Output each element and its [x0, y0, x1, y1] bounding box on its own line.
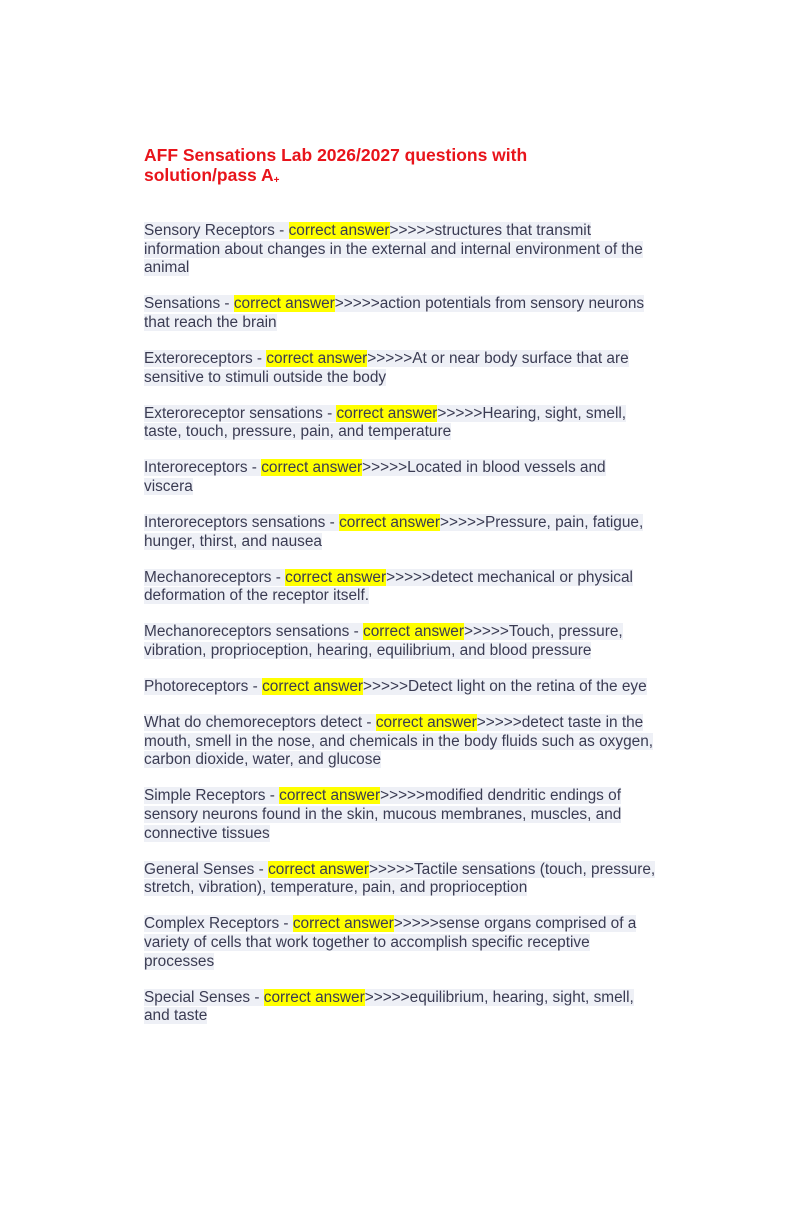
- qa-item: [144, 861, 656, 898]
- qa-item: [144, 678, 656, 697]
- correct-answer-highlight: correct answer: [263, 988, 365, 1006]
- qa-item: [144, 295, 656, 332]
- qa-arrow: >>>>>: [386, 568, 432, 586]
- correct-answer-highlight: correct answer: [261, 459, 363, 477]
- qa-line: [144, 514, 643, 550]
- qa-item: [144, 787, 656, 843]
- qa-line: [144, 861, 655, 897]
- qa-term: What do chemoreceptors detect: [144, 714, 363, 732]
- qa-term: Interoreceptors sensations: [144, 514, 326, 532]
- qa-separator: -: [254, 860, 269, 878]
- qa-arrow: >>>>>: [437, 404, 483, 422]
- qa-item: [144, 222, 656, 278]
- qa-line: [144, 405, 626, 441]
- qa-arrow: >>>>>: [476, 714, 522, 732]
- qa-arrow: >>>>>: [380, 787, 426, 805]
- qa-item: [144, 623, 656, 660]
- correct-answer-highlight: correct answer: [336, 404, 438, 422]
- qa-separator: -: [362, 714, 376, 732]
- qa-line: [144, 678, 647, 695]
- qa-item: [144, 714, 656, 770]
- qa-item: [144, 405, 656, 442]
- correct-answer-highlight: correct answer: [233, 295, 335, 313]
- qa-term: Exteroreceptors: [144, 349, 253, 367]
- qa-separator: -: [247, 459, 262, 477]
- qa-line: [144, 915, 636, 969]
- qa-answer: Pressure, pain, fatigue, hunger, thirst, and nausea: [144, 514, 644, 550]
- qa-item: [144, 514, 656, 551]
- correct-answer-highlight: correct answer: [262, 678, 364, 696]
- qa-separator: -: [349, 623, 364, 641]
- qa-separator: -: [220, 295, 234, 313]
- qa-answer: detect taste in the mouth, smell in the nose, and chemicals in the body fluids such as oxygen, carbon dioxide, water, and glucose: [144, 714, 654, 769]
- qa-answer: sense organs comprised of a variety of cells that work together to accomplish specific receptive processes: [144, 915, 637, 970]
- qa-term: Interoreceptors: [144, 459, 248, 477]
- page-title: [144, 145, 614, 191]
- page-title-subscript: +: [273, 175, 280, 186]
- qa-line: [144, 714, 653, 768]
- qa-term: Sensations: [144, 295, 221, 313]
- qa-arrow: >>>>>: [440, 514, 485, 532]
- qa-arrow: >>>>>: [389, 222, 435, 239]
- correct-answer-highlight: correct answer: [266, 349, 368, 367]
- qa-separator: -: [252, 349, 267, 367]
- qa-answer: Located in blood vessels and viscera: [144, 459, 606, 495]
- qa-line: [144, 569, 633, 605]
- correct-answer-highlight: correct answer: [363, 623, 464, 641]
- qa-separator: -: [250, 988, 264, 1006]
- qa-line: [144, 623, 623, 659]
- correct-answer-highlight: correct answer: [279, 787, 381, 805]
- correct-answer-highlight: correct answer: [288, 222, 390, 239]
- qa-arrow: >>>>>: [367, 349, 413, 367]
- qa-arrow: >>>>>: [362, 459, 408, 477]
- qa-item: [144, 989, 656, 1026]
- qa-term: Mechanoreceptors sensations: [144, 623, 350, 641]
- qa-answer: Hearing, sight, smell, taste, touch, pressure, pain, and temperature: [144, 404, 627, 441]
- qa-term: Special Senses: [144, 988, 251, 1006]
- correct-answer-highlight: correct answer: [268, 860, 369, 878]
- qa-item: [144, 915, 656, 971]
- qa-arrow: >>>>>: [364, 988, 410, 1006]
- qa-line: [144, 787, 621, 841]
- qa-line: [144, 350, 629, 386]
- qa-item: [144, 350, 656, 387]
- qa-line: [144, 459, 606, 495]
- qa-term: Photoreceptors: [144, 678, 249, 696]
- qa-answer: Detect light on the retina of the eye: [407, 678, 647, 696]
- qa-answer: equilibrium, hearing, sight, smell, and taste: [144, 988, 634, 1025]
- qa-term: General Senses: [144, 860, 255, 878]
- qa-answer: modified dendritic endings of sensory neurons found in the skin, mucous membranes, muscles, and connective tissues: [144, 787, 622, 842]
- qa-answer: Tactile sensations (touch, pressure, stretch, vibration), temperature, pain, and proprioception: [144, 860, 656, 897]
- qa-separator: -: [322, 404, 337, 422]
- qa-line: [144, 295, 644, 331]
- correct-answer-highlight: correct answer: [339, 514, 440, 532]
- qa-answer: At or near body surface that are sensitive to stimuli outside the body: [144, 349, 629, 386]
- qa-arrow: >>>>>: [369, 860, 414, 878]
- qa-arrow: >>>>>: [363, 678, 408, 696]
- qa-separator: -: [279, 915, 293, 933]
- qa-line: [144, 989, 634, 1025]
- qa-term: Complex Receptors: [144, 915, 280, 933]
- qa-item: [144, 569, 656, 606]
- qa-answer: structures that transmit information about changes in the external and internal environment of the animal: [144, 222, 643, 277]
- qa-term: Sensory Receptors: [144, 222, 275, 239]
- qa-separator: -: [265, 787, 280, 805]
- qa-term: Mechanoreceptors: [144, 568, 272, 586]
- page-title-text: AFF Sensations Lab 2026/2027 questions with solution/pass A: [144, 145, 528, 185]
- correct-answer-highlight: correct answer: [292, 915, 394, 933]
- qa-answer: Touch, pressure, vibration, proprioception, hearing, equilibrium, and blood pressure: [144, 623, 623, 659]
- qa-separator: -: [274, 222, 289, 239]
- qa-arrow: >>>>>: [393, 915, 439, 933]
- qa-term: Simple Receptors: [144, 787, 266, 805]
- qa-answer: action potentials from sensory neurons that reach the brain: [144, 295, 645, 331]
- correct-answer-highlight: correct answer: [375, 714, 477, 732]
- qa-term: Exteroreceptor sensations: [144, 404, 323, 422]
- qa-answer: detect mechanical or physical deformation of the receptor itself.: [144, 568, 633, 605]
- qa-separator: -: [271, 568, 286, 586]
- qa-line: [144, 222, 643, 276]
- qa-separator: -: [325, 514, 340, 532]
- qa-item: [144, 459, 656, 496]
- qa-separator: -: [248, 678, 263, 696]
- qa-arrow: >>>>>: [463, 623, 509, 641]
- correct-answer-highlight: correct answer: [285, 568, 387, 586]
- qa-list: [144, 222, 656, 1043]
- qa-arrow: >>>>>: [334, 295, 380, 313]
